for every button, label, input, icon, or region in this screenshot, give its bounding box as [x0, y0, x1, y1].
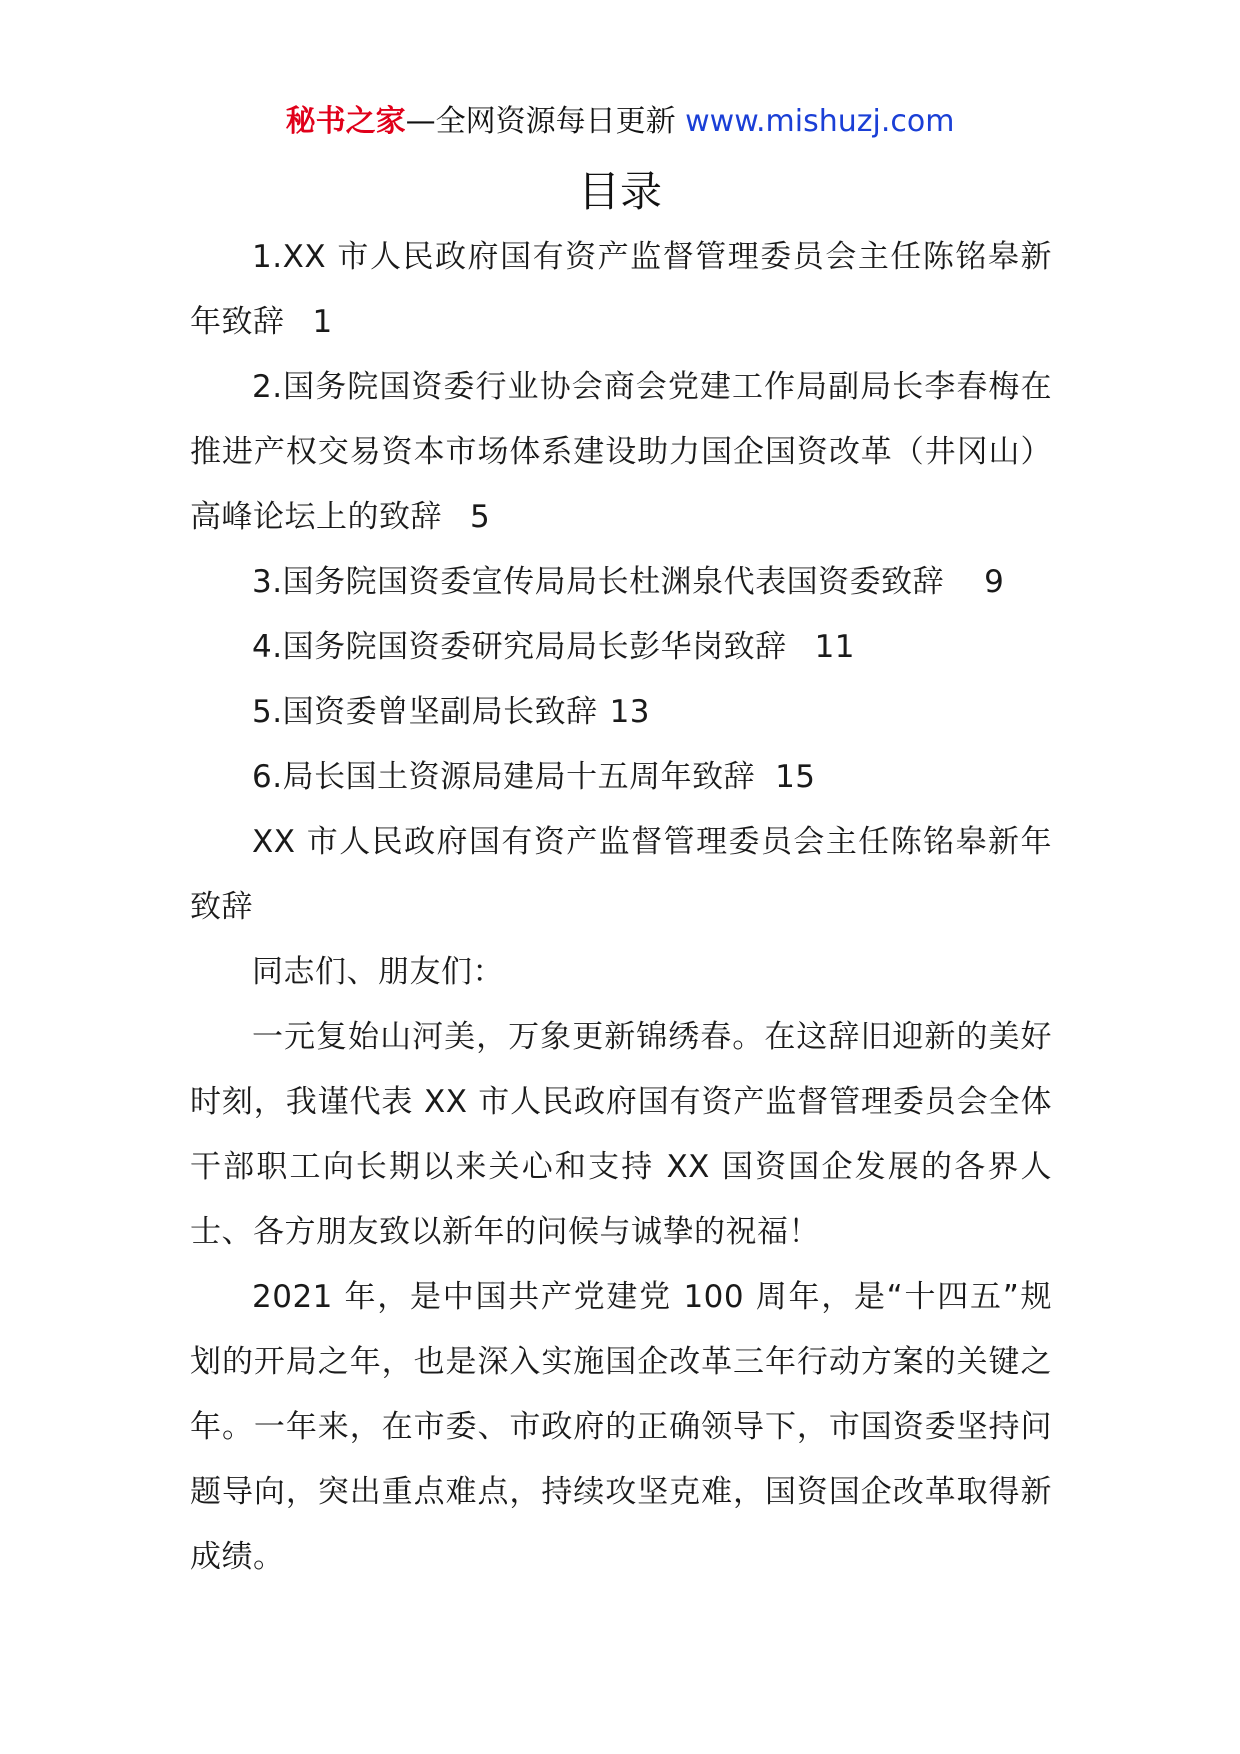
toc-item-page: 11	[814, 629, 856, 665]
toc-item-page: 9	[984, 564, 1005, 600]
article-paragraph: 2021 年，是中国共产党建党 100 周年，是“十四五”规划的开局之年，也是深入实施国企改革三年行动方案的关键之年。一年来，在市委、市政府的正确领导下，市国资委坚持问题导向，突出重点难点，持续攻坚克难，国资国企改革取得新成绩。	[190, 1279, 1052, 1575]
toc-item	[190, 680, 1052, 745]
site-header	[0, 102, 1240, 142]
toc-item-text: 3.国务院国资委宣传局局长杜渊泉代表国资委致辞	[252, 564, 945, 600]
article-heading: XX 市人民政府国有资产监督管理委员会主任陈铭皋新年致辞	[190, 824, 1052, 925]
toc-item-page: 5	[470, 499, 491, 535]
toc-item-page: 1	[312, 304, 333, 340]
page-title: 目录	[577, 167, 662, 216]
site-url-link[interactable]: www.mishuzj.com	[685, 104, 955, 139]
toc-item	[190, 225, 1052, 355]
toc-item-text: 2.国务院国资委行业协会商会党建工作局副局长李春梅在推进产权交易资本市场体系建设助力国企国资改革（井冈山）高峰论坛上的致辞	[190, 369, 1052, 535]
toc-item	[190, 355, 1052, 550]
toc-item-text: 5.国资委曾坚副局长致辞	[252, 694, 598, 730]
document-body	[190, 225, 1052, 1590]
article-salutation: 同志们、朋友们：	[252, 954, 504, 990]
toc-item-text: 4.国务院国资委研究局局长彭华岗致辞	[252, 629, 787, 665]
toc-item	[190, 550, 1052, 615]
toc-item-page: 15	[775, 759, 816, 795]
toc-item-text: 6.局长国土资源局建局十五周年致辞	[252, 759, 756, 795]
toc-item	[190, 615, 1052, 680]
brand-name: 秘书之家	[285, 104, 406, 139]
article-paragraph: 一元复始山河美，万象更新锦绣春。在这辞旧迎新的美好时刻，我谨代表 XX 市人民政府国有资产监督管理委员会全体干部职工向长期以来关心和支持 XX 国资国企发展的各界人士、各方朋友致以新年的问候与诚挚的祝福！	[190, 1019, 1052, 1250]
toc-item-page: 13	[609, 694, 651, 730]
toc-item-text: 1.XX 市人民政府国有资产监督管理委员会主任陈铭皋新年致辞	[190, 239, 1052, 340]
toc-item	[190, 745, 1052, 810]
site-slogan: —全网资源每日更新	[405, 104, 676, 139]
